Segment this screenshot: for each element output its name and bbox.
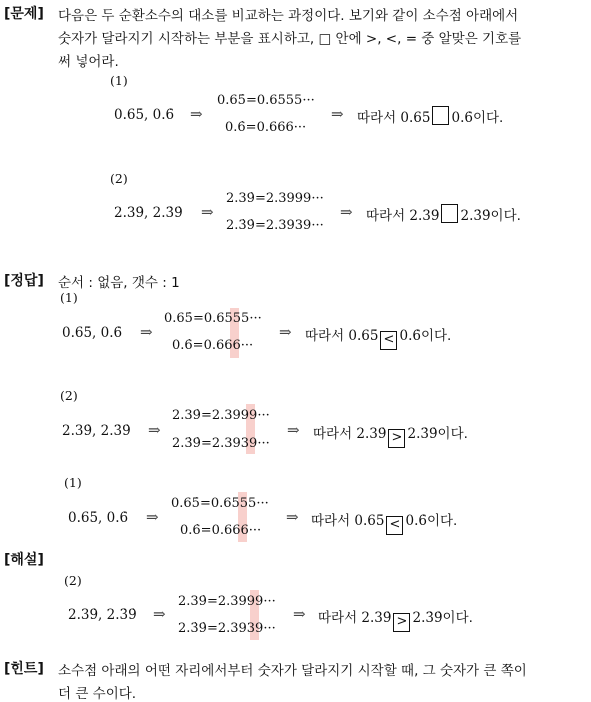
answer-summary: 순서 : 없음, 갯수 : 1 [58, 275, 180, 291]
answer-part-2-label: (2) [60, 388, 78, 403]
result-suffix: 이다. [490, 208, 521, 224]
result-sentence [366, 204, 521, 224]
given-numbers: 2.39̇, 2.3̇9̇ [62, 423, 131, 439]
result-suffix: 이다. [442, 610, 473, 626]
equation-2: 0.6̇=0.666··· [225, 120, 307, 135]
arrow-icon: ⇒ [190, 105, 203, 123]
result-prefix: 따라서 [366, 208, 410, 224]
hint-label: [힌트] [4, 661, 44, 677]
result-prefix: 따라서 [305, 328, 349, 344]
result-right: 2.3̇9̇ [407, 426, 438, 442]
equation-2: 0.6̇=0.666··· [180, 523, 262, 538]
answer-label: [정답] [4, 273, 44, 289]
problem-part-2-label: (2) [110, 171, 128, 186]
arrow-icon: ⇒ [140, 323, 153, 341]
equation-2: 0.6̇=0.666··· [172, 338, 254, 353]
result-left: 0.65̇ [348, 328, 379, 344]
given-numbers: 0.65̇, 0.6̇ [62, 325, 123, 341]
result-right: 0.6̇ [405, 513, 427, 529]
result-sentence [311, 509, 457, 535]
result-left: 2.39̇ [361, 610, 392, 626]
given-numbers: 0.65̇, 0.6̇ [114, 107, 175, 123]
equation-1: 0.65̇=0.6555··· [164, 311, 262, 326]
result-right: 0.6̇ [399, 328, 421, 344]
answer-part-1-label: (1) [60, 290, 78, 305]
equation-2: 2.3̇9̇=2.3939··· [226, 218, 324, 233]
problem-line-1: 다음은 두 순환소수의 대소를 비교하는 과정이다. 보기와 같이 소수점 아래에서 [58, 8, 519, 24]
result-suffix: 이다. [437, 426, 468, 442]
result-sentence [313, 422, 468, 448]
explanation-part-2-label: (2) [64, 573, 82, 588]
problem-line-2: 숫자가 달라지기 시작하는 부분을 표시하고, □ 안에 >, <, = 중 알맞은 기호를 [58, 31, 522, 47]
answer-box: > [388, 429, 405, 448]
result-left: 0.65̇ [354, 513, 385, 529]
result-sentence [357, 106, 503, 126]
answer-box[interactable] [441, 204, 458, 223]
answer-box: > [393, 613, 410, 632]
arrow-icon: ⇒ [331, 105, 344, 123]
hint-line-1: 소수점 아래의 어떤 자리에서부터 숫자가 달라지기 시작할 때, 그 숫자가 큰 쪽이 [58, 663, 527, 679]
result-prefix: 따라서 [357, 110, 401, 126]
result-left: 2.39̇ [356, 426, 387, 442]
result-prefix: 따라서 [311, 513, 355, 529]
explanation-part-1-label: (1) [64, 475, 82, 490]
equation-1: 2.39̇=2.3999··· [226, 191, 324, 206]
equation-2: 2.3̇9̇=2.3939··· [172, 436, 270, 451]
arrow-icon: ⇒ [293, 605, 306, 623]
explanation-label: [해설] [4, 552, 44, 568]
answer-box: < [386, 516, 403, 535]
answer-box: < [380, 331, 397, 350]
result-right: 2.3̇9̇ [460, 208, 491, 224]
result-right: 2.3̇9̇ [412, 610, 443, 626]
arrow-icon: ⇒ [146, 508, 159, 526]
result-right: 0.6̇ [451, 110, 473, 126]
arrow-icon: ⇒ [279, 323, 292, 341]
arrow-icon: ⇒ [201, 203, 214, 221]
arrow-icon: ⇒ [287, 421, 300, 439]
equation-1: 0.65̇=0.6555··· [217, 93, 315, 108]
hint-line-2: 더 큰 수이다. [58, 686, 137, 702]
result-sentence [305, 324, 451, 350]
result-left: 0.65̇ [400, 110, 431, 126]
equation-1: 2.39̇=2.3999··· [178, 594, 276, 609]
arrow-icon: ⇒ [340, 203, 353, 221]
result-suffix: 이다. [426, 513, 458, 529]
given-numbers: 0.65̇, 0.6̇ [68, 510, 129, 526]
answer-box[interactable] [432, 106, 449, 125]
problem-line-3: 써 넣어라. [58, 54, 119, 70]
result-suffix: 이다. [472, 110, 504, 126]
equation-1: 0.65̇=0.6555··· [171, 496, 269, 511]
arrow-icon: ⇒ [148, 421, 161, 439]
result-sentence [318, 606, 473, 632]
result-prefix: 따라서 [318, 610, 362, 626]
result-left: 2.39̇ [409, 208, 440, 224]
equation-2: 2.3̇9̇=2.3939··· [178, 621, 276, 636]
equation-1: 2.39̇=2.3999··· [172, 408, 270, 423]
result-suffix: 이다. [420, 328, 452, 344]
arrow-icon: ⇒ [286, 508, 299, 526]
problem-part-1-label: (1) [110, 73, 128, 88]
given-numbers: 2.39̇, 2.3̇9̇ [114, 205, 183, 221]
result-prefix: 따라서 [313, 426, 357, 442]
given-numbers: 2.39̇, 2.3̇9̇ [68, 607, 137, 623]
problem-label: [문제] [4, 6, 44, 22]
arrow-icon: ⇒ [153, 605, 166, 623]
